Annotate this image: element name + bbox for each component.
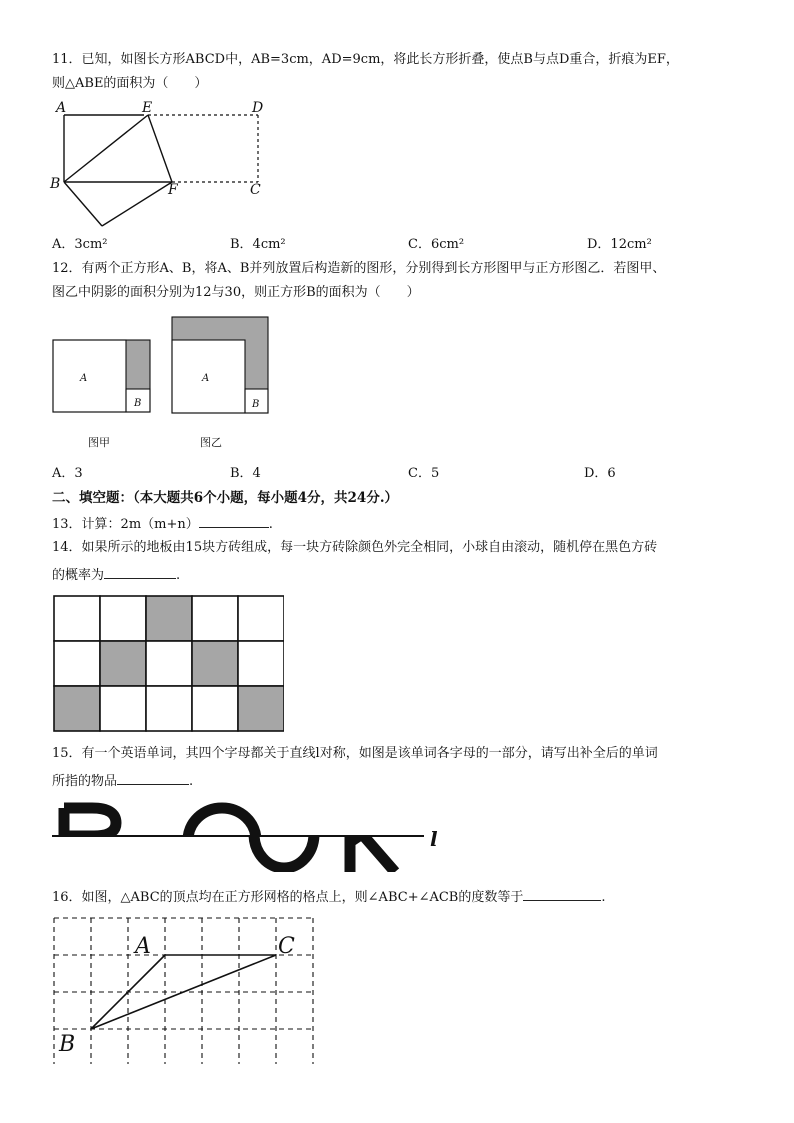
q11-folded-side-2 xyxy=(102,182,172,226)
q14-tile-black xyxy=(192,641,238,686)
q13-stem-text: 13．计算：2m（m+n） xyxy=(52,517,199,532)
q15-stem-line2-wrap: 所指的物品 . xyxy=(52,770,193,791)
q11-option-d: D．12cm² xyxy=(587,237,652,252)
q14-stem-line1: 14．如果所示的地板由15块方砖组成，每一块方砖除颜色外完全相同，小球自由滚动，随机停在黑色方砖 xyxy=(52,540,658,555)
q16-label-c: C xyxy=(278,934,295,959)
q12-option-b: B．4 xyxy=(230,466,261,481)
q16-stem-wrap: 16．如图，△ABC的顶点均在正方形网格的格点上，则∠ABC+∠ACB的度数等于 . xyxy=(52,886,606,907)
q15-stem-line2: 所指的物品 xyxy=(52,774,118,789)
q13-answer-blank[interactable] xyxy=(199,513,269,528)
q14-tile-black xyxy=(238,686,284,731)
q11-label-d: D xyxy=(252,100,264,116)
q14-stem-line2: 的概率为 xyxy=(52,568,105,583)
q15-letter-b-top xyxy=(64,808,116,850)
q11-label-e: E xyxy=(142,100,153,116)
q12-jia-shaded xyxy=(126,340,150,389)
q14-tile-white xyxy=(54,641,100,686)
q16-stem: 16．如图，△ABC的顶点均在正方形网格的格点上，则∠ABC+∠ACB的度数等于 xyxy=(52,890,524,905)
q14-tile-white xyxy=(238,641,284,686)
q11-stem-line1: 11．已知，如图长方形ABCD中，AB=3cm，AD=9cm，将此长方形折叠，使点B与点D重合，折痕为EF， xyxy=(52,52,679,67)
q12-stem-line1: 12．有两个正方形A、B，将A、B并列放置后构造新的图形，分别得到长方形图甲与正方形图乙．若图甲、 xyxy=(52,261,666,276)
q14-tile-white xyxy=(54,596,100,641)
q14-tile-white xyxy=(146,686,192,731)
q12-stem-line2: 图乙中阴影的面积分别为12与30，则正方形B的面积为（ ） xyxy=(52,285,420,300)
q12-jia-label-b: B xyxy=(134,398,142,409)
q11-option-a: A．3cm² xyxy=(52,237,108,252)
q15-figure xyxy=(50,790,450,872)
q14-tile-white xyxy=(100,686,146,731)
q14-tile-black xyxy=(146,596,192,641)
q14-tile-white xyxy=(238,596,284,641)
q11-option-c: C．6cm² xyxy=(408,237,465,252)
q11-folded-side-1 xyxy=(64,182,102,226)
q14-tile-white xyxy=(192,686,238,731)
q12-yi-label-b: B xyxy=(252,399,260,410)
q15-line-label: l xyxy=(430,827,438,851)
section-2-title: 二、填空题：（本大题共6个小题，每小题4分，共24分.） xyxy=(52,490,399,506)
q12-jia-square-a xyxy=(53,340,126,412)
q14-tile-white xyxy=(100,596,146,641)
q11-label-b: B xyxy=(50,176,61,192)
q12-figure-yi xyxy=(168,313,278,417)
q12-option-d: D．6 xyxy=(584,466,616,481)
q11-label-a: A xyxy=(56,100,67,116)
q16-grid-figure xyxy=(50,914,330,1064)
q12-caption-jia: 图甲 xyxy=(88,436,110,449)
q14-tile-black xyxy=(54,686,100,731)
q16-label-a: A xyxy=(135,934,151,959)
q13-stem: 13．计算：2m（m+n） . xyxy=(52,513,273,534)
q12-yi-label-a: A xyxy=(202,373,210,384)
q11-figure xyxy=(44,96,284,236)
q11-stem-line2: 则△ABE的面积为（ ） xyxy=(52,76,208,91)
q15-letter-k-bottom xyxy=(350,820,395,872)
q14-tile-white xyxy=(146,641,192,686)
q16-label-b: B xyxy=(59,1032,76,1057)
q15-letter-o-top xyxy=(188,808,256,872)
q14-tile-black xyxy=(100,641,146,686)
q14-answer-blank[interactable] xyxy=(104,564,176,579)
q12-option-a: A．3 xyxy=(52,466,83,481)
q15-letter-o-bottom xyxy=(254,800,314,868)
q11-label-c: C xyxy=(250,182,261,198)
q11-segment-be xyxy=(64,115,148,182)
q11-fold-ef xyxy=(148,115,172,182)
q16-answer-blank[interactable] xyxy=(523,886,601,901)
q12-option-c: C．5 xyxy=(408,466,440,481)
q14-stem-line2-wrap: 的概率为 . xyxy=(52,564,180,585)
q11-label-f: F xyxy=(168,182,178,198)
q15-stem-line1: 15．有一个英语单词，其四个字母都关于直线l对称，如图是该单词各字母的一部分，请写出补全后的单词 xyxy=(52,746,658,761)
q12-figure-jia xyxy=(50,336,160,416)
q14-tile-white xyxy=(192,596,238,641)
q14-floor-grid xyxy=(52,594,284,734)
q15-answer-blank[interactable] xyxy=(117,770,189,785)
q12-caption-yi: 图乙 xyxy=(200,436,222,449)
q12-jia-label-a: A xyxy=(80,373,88,384)
q11-option-b: B．4cm² xyxy=(230,237,286,252)
